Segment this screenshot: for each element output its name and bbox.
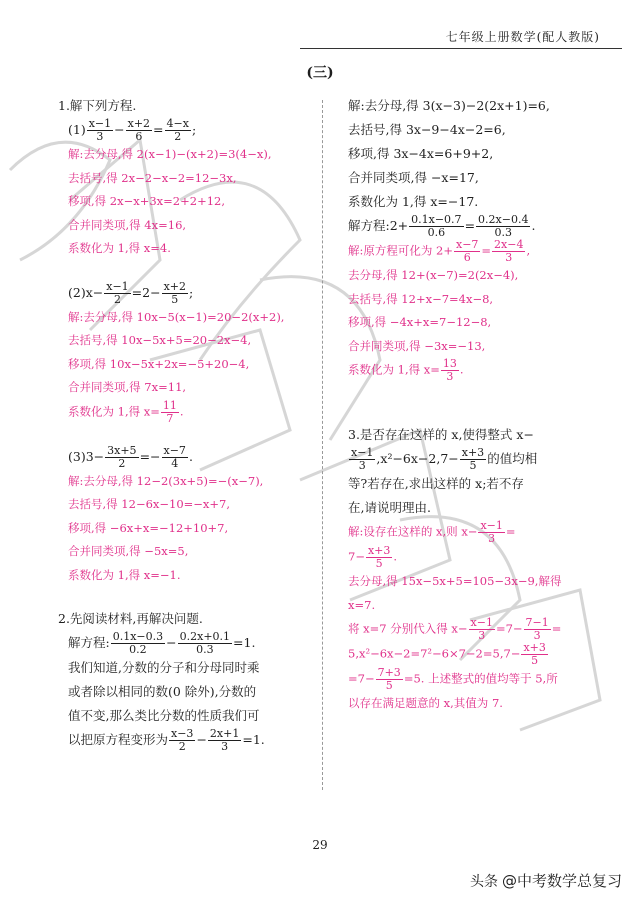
column-divider <box>322 100 323 790</box>
fraction: $\frac{x-7}{4}$ <box>163 443 186 470</box>
footer-handle: @中考数学总复习 <box>501 872 622 890</box>
left-column <box>58 94 313 753</box>
fraction: $\frac{x+2}{5}$ <box>163 279 186 306</box>
solution-line: 5,x²−6x−2=7²−6×7−2=5,7− $\frac{x+3}{5}$ <box>348 641 546 667</box>
solution-line: 系数化为 1,得 x= $\frac{13}{3}$ . <box>348 357 464 383</box>
footer-prefix: 头条 <box>469 873 498 890</box>
solution-line: 解:设存在这样的 x,则 x− $\frac{x-1}{3}$ = <box>348 519 516 545</box>
page-number: 29 <box>312 838 328 852</box>
right-column <box>348 94 596 716</box>
solution-line: 去分母,得 12+(x−7)=2(2x−4), <box>348 268 519 282</box>
q2-text: 值不变,那么类比分数的性质我们可 <box>68 708 260 723</box>
solution-line: 合并同类项,得 −3x=−13, <box>348 338 486 353</box>
section-title: (三) <box>306 65 334 81</box>
solution-line: 以存在满足题意的 x,其值为 7. <box>348 696 503 710</box>
worked-line: 解:去分母,得 3(x−3)−2(2x+1)=6, <box>348 98 550 113</box>
fraction: $\frac{3x+5}{2}$ <box>107 443 137 470</box>
part-label: (1) <box>68 122 86 137</box>
q3-text: 在,请说明理由. <box>348 500 431 515</box>
q2-title: 2.先阅读材料,再解决问题. <box>58 611 203 626</box>
q2-text: 我们知道,分数的分子和分母同时乘 <box>68 660 260 675</box>
worked-line: 合并同类项,得 −x=17, <box>348 170 479 185</box>
solution-line: 解:去分母,得 2(x−1)−(x+2)=3(4−x), <box>68 147 272 161</box>
q3-text: $\frac{x-1}{3}$ ,x²−6x−2,7− $\frac{x+3}{5}$ 的值均相 <box>351 446 538 472</box>
solution-line: 合并同类项,得 7x=11, <box>68 380 187 394</box>
header-title: 七年级上册数学(配人教版) <box>445 30 600 44</box>
fraction: $\frac{x-1}{3}$ <box>88 117 112 143</box>
solution-line: 去分母,得 15x−5x+5=105−3x−9,解得 <box>348 574 562 588</box>
solution-line: 移项,得 −6x+x=−12+10+7, <box>68 520 229 535</box>
fraction: $\frac{4-x}{2}$ <box>166 117 189 143</box>
q1-title: 1.解下列方程. <box>58 98 137 113</box>
solution-line: 合并同类项,得 −5x=5, <box>68 544 189 558</box>
footer-watermark <box>470 870 622 891</box>
solution-line: 去括号,得 12+x−7=4x−8, <box>348 291 494 306</box>
solution-line: x=7. <box>348 597 376 612</box>
solution-line: 系数化为 1,得 x=4. <box>68 241 171 255</box>
worked-line: 移项,得 3x−4x=6+9+2, <box>348 146 494 161</box>
q2-text: 以把原方程变形为 $\frac{x-3}{2}$ − $\frac{2x+1}{3}$ =1. <box>68 727 265 753</box>
header-rule <box>300 48 622 49</box>
worked-line: 系数化为 1,得 x=−17. <box>348 194 479 209</box>
q2-task-equation: 解方程:2+ $\frac{0.1x-0.7}{0.6}$ = $\frac{0.2x-0.4}{0.3}$ . <box>348 213 536 239</box>
solution-line: 去括号,得 12−6x−10=−x+7, <box>68 497 231 511</box>
solution-line: 解:去分母,得 10x−5(x−1)=20−2(x+2), <box>68 309 285 324</box>
solution-line: 移项,得 10x−5x+2x=−5+20−4, <box>68 356 250 371</box>
q2-equation: 解方程: $\frac{0.1x-0.3}{0.2}$ − $\frac{0.2x+0.1}{0.3}$ =1. <box>68 630 256 656</box>
solution-line: 移项,得 2x−x+3x=2+2+12, <box>68 194 226 208</box>
worked-line: 去括号,得 3x−9−4x−2=6, <box>348 122 506 137</box>
solution-line: 去括号,得 2x−2−x−2=12−3x, <box>68 170 237 185</box>
solution-line: 系数化为 1,得 x=−1. <box>68 567 181 582</box>
solution-line: =7− $\frac{7+3}{5}$ =5. 上述整式的值均等于 5,所 <box>348 666 558 692</box>
solution-line: 系数化为 1,得 x= $\frac{11}{7}$ . <box>68 398 184 425</box>
q3-text: 3.是否存在这样的 x,使得整式 x− <box>348 427 534 442</box>
solution-line: 解:去分母,得 12−2(3x+5)=−(x−7), <box>68 473 264 488</box>
fraction: $\frac{x+2}{6}$ <box>127 117 151 143</box>
q1-part2-equation: (2)x− $\frac{x-1}{2}$ =2− $\frac{x+2}{5}$ ; <box>68 279 194 306</box>
solution-line: 将 x=7 分别代入得 x− $\frac{x-1}{3}$ =7− $\frac{7-1}{3}$ = <box>348 616 562 642</box>
fraction: $\frac{x-1}{2}$ <box>106 279 129 306</box>
solution-line: 合并同类项,得 4x=16, <box>68 217 187 232</box>
q1-part1-equation: (1) $\frac{x-1}{3}$ − $\frac{x+2}{6}$ = $\frac{4-x}{2}$ ; <box>68 117 197 143</box>
q3-text: 等?若存在,求出这样的 x;若不存 <box>348 476 524 491</box>
q1-part3-equation: (3)3− $\frac{3x+5}{2}$ =− $\frac{x-7}{4}$ . <box>68 443 193 470</box>
solution-line: 7− $\frac{x+3}{5}$ . <box>348 544 398 570</box>
q2-text: 或者除以相同的数(0 除外),分数的 <box>68 684 257 699</box>
solution-line: 去括号,得 10x−5x+5=20−2x−4, <box>68 333 252 347</box>
solution-line: 移项,得 −4x+x=7−12−8, <box>348 315 492 329</box>
solution-line: 解:原方程可化为 2+ $\frac{x-7}{6}$ = $\frac{2x-4}{3}$ , <box>348 238 531 264</box>
